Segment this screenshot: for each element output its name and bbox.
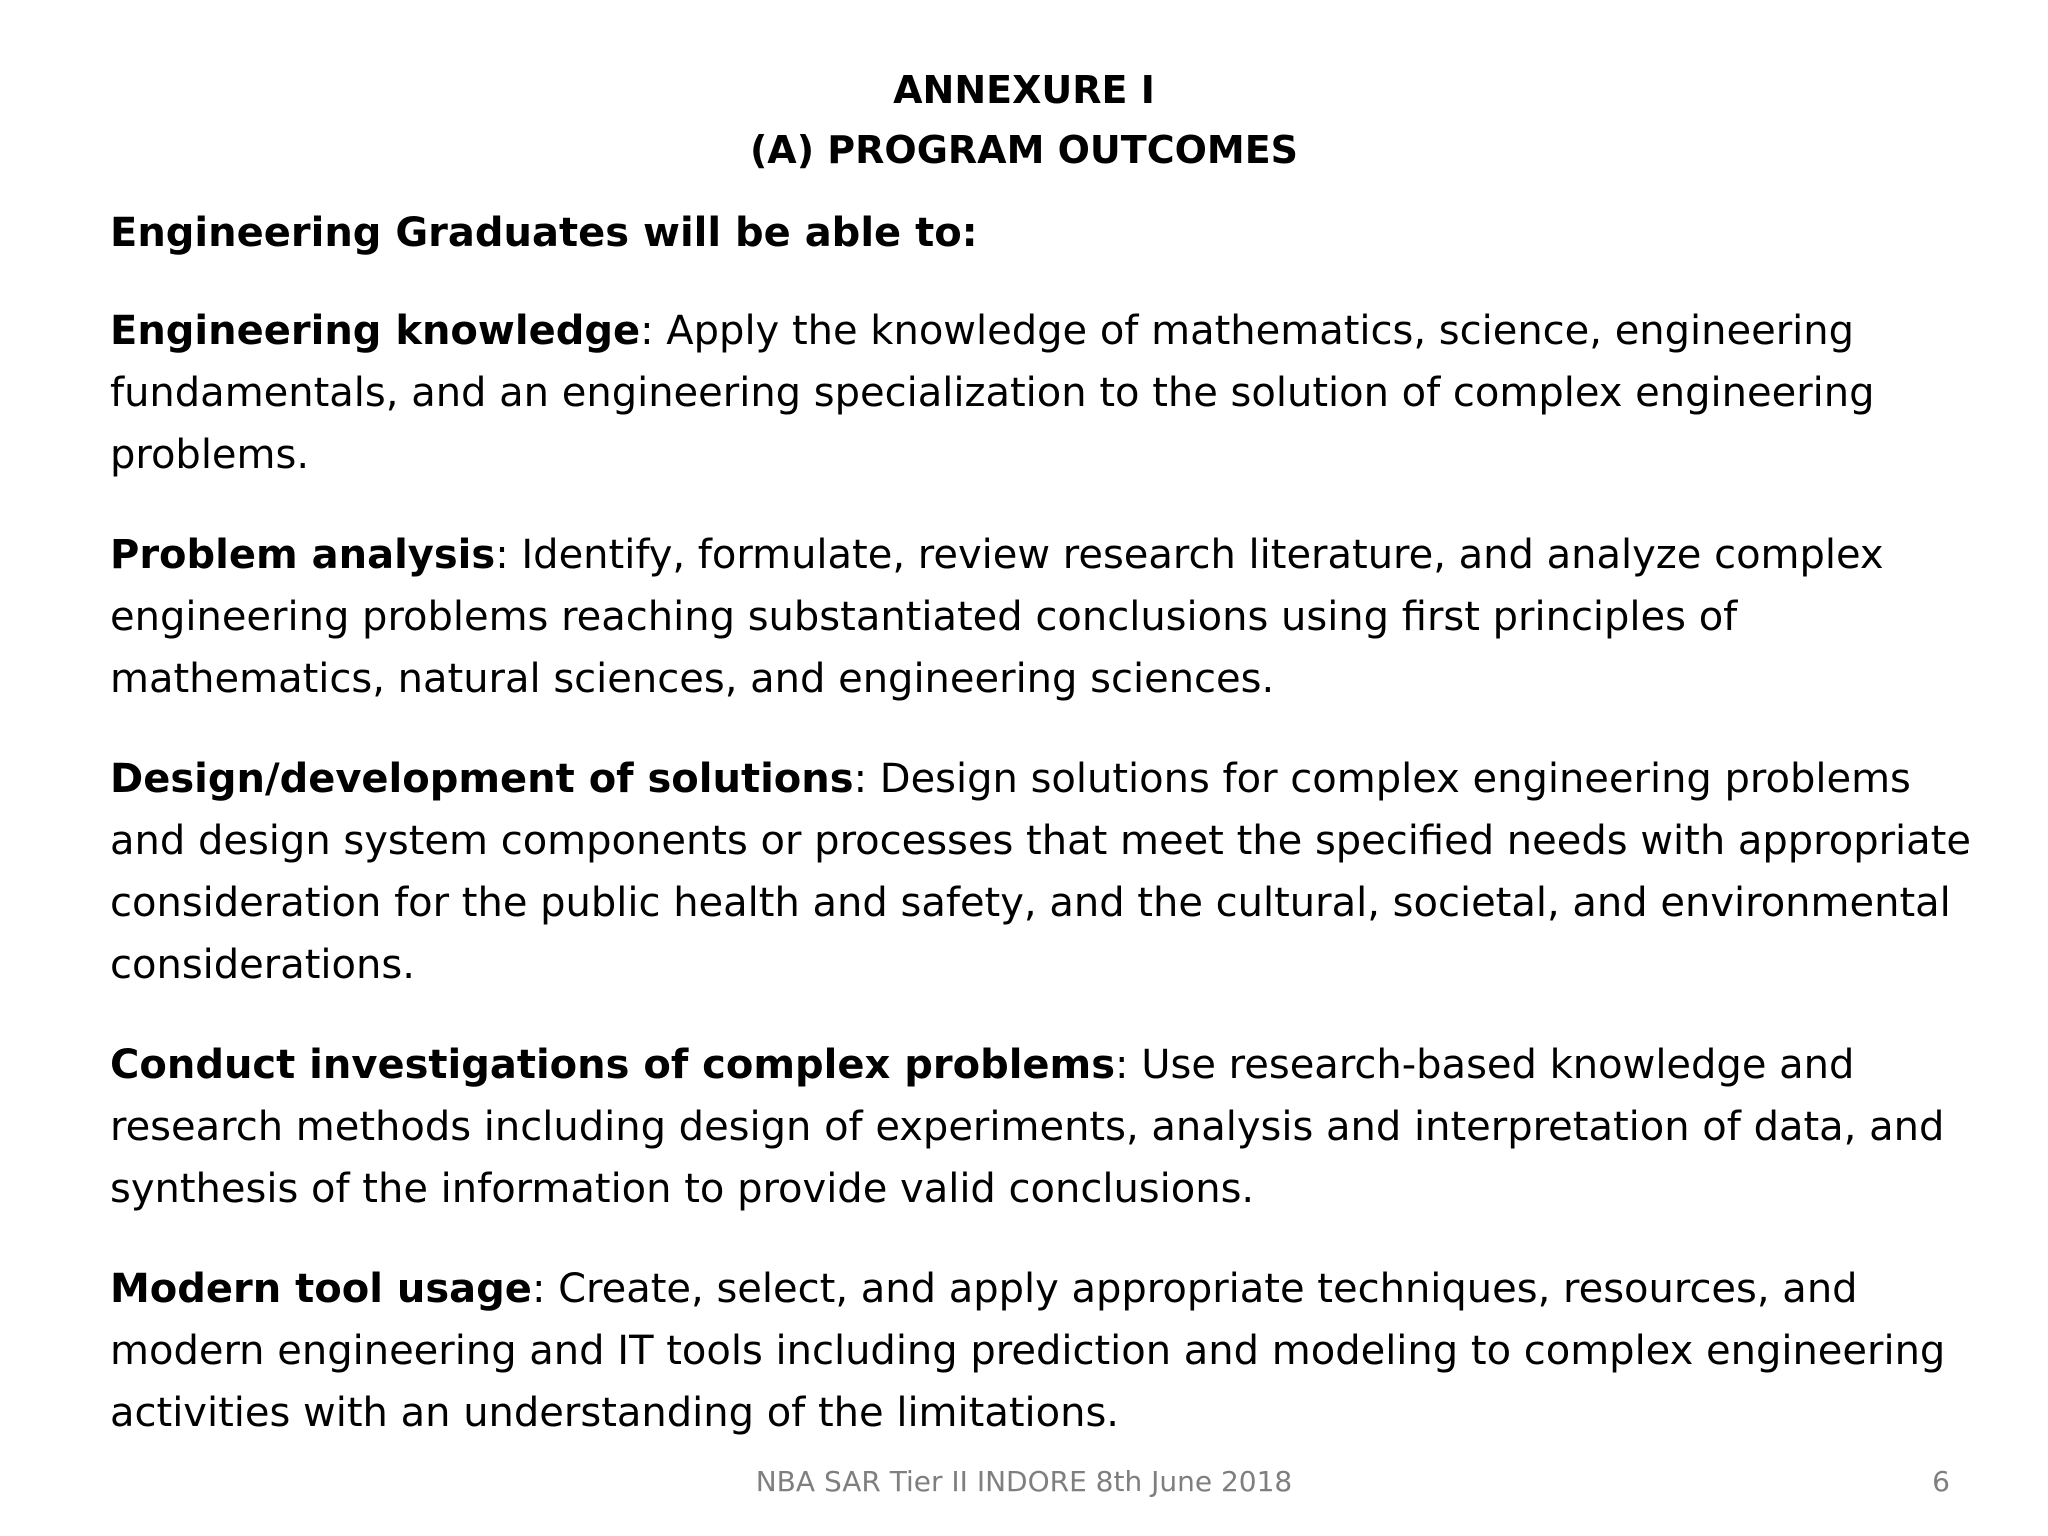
outcome-problem-analysis bbox=[110, 524, 1990, 710]
outcomes-list bbox=[110, 300, 1990, 1482]
intro-heading: Engineering Graduates will be able to: bbox=[110, 210, 978, 256]
outcome-term: Conduct investigations of complex problems bbox=[110, 1042, 1116, 1088]
outcome-modern-tool-usage bbox=[110, 1258, 1990, 1444]
title-annexure: ANNEXURE I bbox=[893, 68, 1155, 112]
outcome-text: : Design solutions for complex engineering problems and design system components or processes that meet the specified needs with appropriate consideration for the public health and safety, and the cultural, societal, and environmental considerations. bbox=[110, 756, 1971, 988]
outcome-term: Problem analysis bbox=[110, 532, 496, 578]
slide-title bbox=[0, 60, 2048, 180]
outcome-term: Design/development of solutions bbox=[110, 756, 854, 802]
outcome-term: Modern tool usage bbox=[110, 1266, 532, 1312]
outcome-engineering-knowledge bbox=[110, 300, 1990, 486]
page-number: 6 bbox=[1932, 1465, 1950, 1498]
outcome-text: : Create, select, and apply appropriate techniques, resources, and modern engineering and IT tools including prediction and modeling to complex engineering activities with an understanding of the limitations. bbox=[110, 1266, 1946, 1436]
title-program-outcomes: (A) PROGRAM OUTCOMES bbox=[749, 128, 1299, 172]
outcome-term: Engineering knowledge bbox=[110, 308, 641, 354]
outcome-conduct-investigations bbox=[110, 1034, 1990, 1220]
outcome-text: : Use research-based knowledge and research methods including design of experiments, analysis and interpretation of data, and synthesis of the information to provide valid conclusions. bbox=[110, 1042, 1945, 1212]
outcome-text: : Identify, formulate, review research literature, and analyze complex engineering problems reaching substantiated conclusions using first principles of mathematics, natural sciences, and engineering sciences. bbox=[110, 532, 1884, 702]
outcome-design-development bbox=[110, 748, 1990, 996]
outcome-text: : Apply the knowledge of mathematics, science, engineering fundamentals, and an engineering specialization to the solution of complex engineering problems. bbox=[110, 308, 1875, 478]
footer-text: NBA SAR Tier II INDORE 8th June 2018 bbox=[755, 1465, 1293, 1498]
